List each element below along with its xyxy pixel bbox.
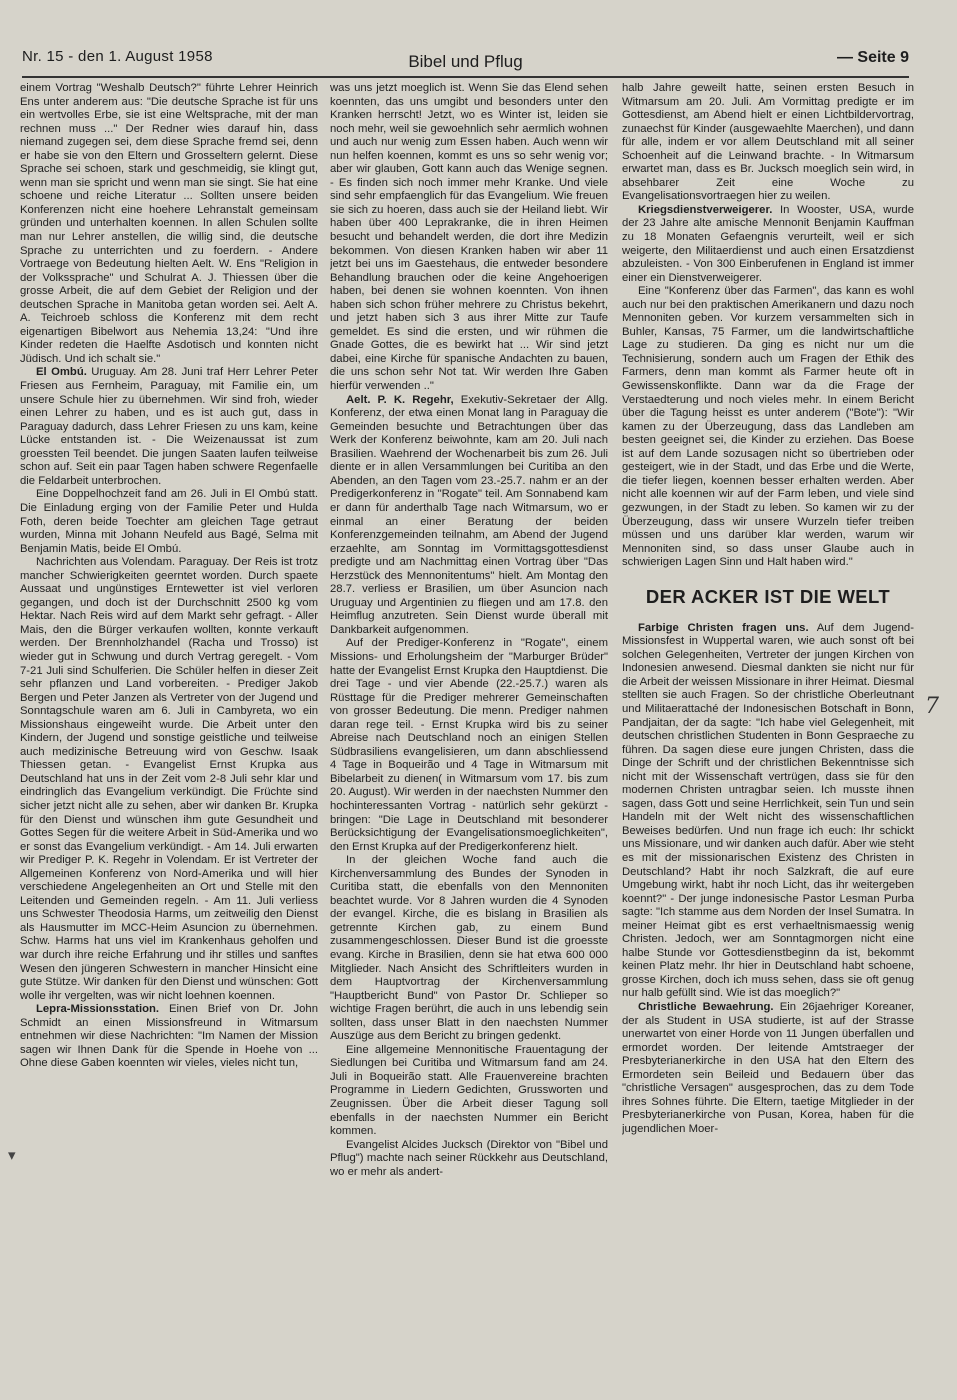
handwritten-margin-mark: 7 (925, 694, 939, 719)
paragraph: einem Vortrag "Weshalb Deutsch?" führte Lehrer Heinrich Ens unter anderem aus: "Die deutsche Sprache ist für uns ein wertvolles Erbe, sie ist eine Weltsprache, mit der man rechnen muss ..." Der Redner wies darauf hin, dass niemand zugegen sei, dem diese Sprache fremd sei, denn er habe sie von den Eltern und Grosseltern gelernt. Diese Sprache sei schoen, stark und geschmeidig, sie klingt gut, wenn man sie spricht und wenn man sie singt. Sie hat eine schoene und reiche Literatur ... Sollten unsere beiden Konferenzen nicht eine hoehere Lehranstalt gemeinsam gründen und unterhalten koennen. In allen Schulen sollte man nur Lehrer anstellen, die willig sind, die deutsche Sprache zu unterrichten und zu foerdern. - Andere Vortraege von Bedeutung hielten Aelt. W. Ens "Religion in der Volkssprache" und Schulrat A. J. Thiessen über die grosse Arbeit, die auf dem Gebiet der Religion und der deutschen Sprache in Manitoba getan worden sei. Aelt A. A. Teichroeb schloss die Konferenz mit dem recht eigenartigen Bibelwort aus Nehemia 13,24: "Und ihre Kinder redeten die Haelfte Asdotisch und konnten nicht Jüdisch. Und ich schalt sie." (20, 82, 318, 365)
paragraph: Farbige Christen fragen uns. Auf dem Jugend-Missionsfest in Wuppertal waren, wie auch sonst oft bei solchen Gelegenheiten, Vertreter der jungen Kirchen von Indonesien anwesend. Diesmal dankten sie nicht nur für die Arbeit der weissen Missionare in ihrer Heimat. Diesmal stellten sie auch Fragen. So der christliche Oberleutnant und Militaerattaché der Indonesischen Botschaft in Bonn, Pandjaitan, der da sagte: "Ich habe viel Gelegenheit, mit deutschen christlichen Studenten in Bonn Gespraeche zu führen. Da sagen diese eure jungen Christen, dass die Dinge der Schrift und der christlichen Bekenntnisse sich nicht mit der Wissenschaft vertrügen, dass sie für den modernen Christen untragbar seien. Ich musste ihnen sagen, dass Gott und seine Herrlichkeit, sein Tun und sein Handeln mit der Welt nicht des wissenschaftlichen Beweises bedürfen. Und nun frage ich euch: Ihr schickt uns Missionare, und wir danken auch dafür. Aber wie steht es mit der missionarischen Existenz des Christen in Deutschland? Habt ihr noch Salzkraft, die auf eure Umgebung wirkt, habt ihr noch Licht, das ihr weitergeben koennt?" - Der junge indonesische Pastor Lesman Purba sagte: "Ich stamme aus dem Norden der Insel Sumatra. In meiner Heimat gibt es erst verhaeltnismaessig wenig Christen. Jedoch, wer am Sonntagmorgen nicht eine halbe Stunde vor Gottesdienstbeginn da ist, bekommt keinen Platz mehr. Ihr hier in Deutschland habt schoene, grosse Kirchen, doch ich muss sehen, dass sie oft genug nur halb gefüllt sind. Wie ist das moeglich?" (622, 621, 914, 1000)
paragraph: was uns jetzt moeglich ist. Wenn Sie das Elend sehen koennten, das uns umgibt und besonders unter den Kranken herrscht! Jetzt, wo es Winter ist, leiden sie noch mehr, weil sie gewoehnlich sehr aermlich wohnen und auch nur wenig zum Essen haben. Auch wenn wir nun helfen koennen, kommt es uns so sehr wenig vor; aber wir glauben, Gott kann auch das Wenige segnen. - Es finden sich noch immer mehr Kranke. Und viele sind sehr empfaenglich für das Evangelium. Wie freuen sie sich zu hoeren, dass auch sie der Heiland liebt. Wir haben über 400 Leprakranke, die in ihren Heimen besucht und behandelt werden, die dort ihre Medizin bekommen. Von diesen Kranken haben wir aber 11 jetzt bei uns im Gaestehaus, die entweder besondere Behandlung brauchen oder die keine Angehoerigen haben, bei denen sie wohnen koennten. Von ihnen haben sich schon früher mehrere zu Christus bekehrt, und jetzt haben sich 3 aus ihrer Mitte zur Taufe gemeldet. Es sind die ersten, und wir rühmen die Gnade Gottes, die es bewirkt hat ... Wir sind jetzt dabei, eine Kirche für spanische Andachten zu bauen, die uns schon sehr Not tat. Wir werden Ihre Gaben hierfür verwenden .." (330, 82, 608, 393)
paragraph: Christliche Bewaehrung. Ein 26jaehriger Koreaner, der als Student in USA studierte, ist auf der Strasse unerwartet von einer Horde von 11 Jungen überfallen und ermordet worden. Der leitende Amtstraeger der Presbyterianerkirche in den USA hat den Eltern des Ermordeten sein Beileid und Bedauern über das "christliche Versagen" ausgesprochen, das zu dem Tode ihres Sohnes führte. Die Eltern, taetige Mitglieder in der Presbyterianerkirche von Pusan, Korea, haben für die jugendlichen Moer- (622, 1001, 914, 1135)
paragraph: Aelt. P. K. Regehr, Exekutiv-Sekretaer der Allg. Konferenz, der etwa einen Monat lang in Paraguay die Gemeinden besuchte und Betrachtungen über das Werk der Konferenz beiwohnte, kam am 20. Juli nach Brasilien. Waehrend der Wochenarbeit bis zum 26. Juli diente er in allen Versammlungen bei Curitiba an den Abenden, an den Tagen vom 23.-25.7. nahm er an der Predigerkonferenz in "Rogate" teil. Am Sonnabend kam er dann für anderthalb Tage nach Witmarsum, wo er einmal an einer Beratung der beiden Konferenzgemeinden teilnahm, am Abend der Jugend erzaehlte, am Sonntag im Vormittagsgottesdienst predigte und am Nachmittag einen Vortrag über "Das Herzstück des Mennonitentums" hielt. Am Montag den 28.7. verliess er Brasilien, um über Asuncion nach Uruguay und Argentinien zu fliegen und am 17.8. den Heimflug anzutreten. Sein Dienst wurde überall mit Dankbarkeit aufgenommen. (330, 393, 608, 636)
page-number: — Seite 9 (836, 49, 909, 66)
column-3 (622, 82, 914, 1382)
paragraph: Auf der Prediger-Konferenz in "Rogate", einem Missions- und Erholungsheim der "Marburger Brüder" hatte der Evangelist Ernst Krupka den Hauptdienst. Die drei Tage - und vier Abende (22.-25.7.) waren als Rüsttage für die Prediger mehrerer Gemeinschaften von grosser Bedeutung. Die menn. Prediger nahmen daran rege teil. - Ernst Krupka wird bis zu seiner Abreise nach Deutschland noch an einigen Stellen Südbrasiliens evangelisieren, um dann abschliessend 4 Tage in Boqueirão und 4 Tage in Witmarsum mit Bibelarbeit zu dienen( in Witmarsum vom 17. bis zum 20. August). Wir werden in der naechsten Nummer den hochinteressanten Vortrag - natürlich sehr gekürzt - bringen: "Die Lage in Deutschland mit besonderer Berücksichtigung der Evangelisationsmoeglichkeiten", den Ernst Krupka auf der Predigerkonferenz hielt. (330, 637, 608, 853)
paragraph: Lepra-Missionsstation. Einen Brief von Dr. John Schmidt an einen Missionsfreund in Witmarsum entnehmen wir diese Nachrichten: "Im Namen der Mission sagen wir Ihnen Dank für die Spende in Hoehe von ... Ohne diese Gaben koennten wir vieles, vieles nicht tun, (20, 1003, 318, 1070)
paragraph: Eine Doppelhochzeit fand am 26. Juli in El Ombú statt. Die Einladung erging von der Familie Peter und Hulda Foth, deren beide Toechter am gleichen Tage getraut wurden, Minna mit Johann Neufeld aus Bagé, Selma mit Benjamin Matis, beide El Ombú. (20, 488, 318, 555)
issue-date: Nr. 15 - den 1. August 1958 (22, 48, 213, 65)
column-1 (20, 82, 318, 1382)
paragraph: halb Jahre geweilt hatte, seinen ersten Besuch in Witmarsum am 20. Juli. Am Vormittag predigte er im Gottesdienst, am Abend hielt er einen Lichtbildervortrag, zunaechst für Kinder (ausgewaehlte Maerchen), und dann für alle, indem er vor allem Deutschland mit all seiner Schoenheit auf die Leinwand brachte. - In Witmarsum erwartet man, dass es Br. Jucksch moeglich sein wird, in absehbarer Zeit eine Woche zu Evangelisationsvortraegen hier zu weilen. (622, 82, 914, 203)
paragraph: El Ombú. Uruguay. Am 28. Juni traf Herr Lehrer Peter Friesen aus Fernheim, Paraguay, mit Familie ein, um unsere Schule hier zu übernehmen. Wir sind froh, wieder einen Lehrer zu haben, und es ist auch gut, dass in Paraguay dadurch, dass Lehrer Friesen zu uns kam, keine Lücke entstanden ist. - Die Weizenaussat ist zum groessten Teil beendet. Die jungen Saaten laufen teilweise schon auf. Seit ein paar Tagen haben schwere Regenfaelle die Feldarbeit unterbrochen. (20, 366, 318, 487)
paragraph: Evangelist Alcides Jucksch (Direktor von "Bibel und Pflug") machte nach seiner Rückkehr aus Deutschland, wo er mehr als andert- (330, 1138, 608, 1178)
paragraph: Eine allgemeine Mennonitische Frauentagung der Siedlungen bei Curitiba und Witmarsum fand am 24. Juli in Boqueirão statt. Alle Frauenvereine brachten Programme in Liedern Gedichten, Grusswortеn und Zeugnissen. Über die Arbeit dieser Tagung soll ebenfalls in der naechsten Nummer ein Bericht kommen. (330, 1043, 608, 1138)
paragraph: Nachrichten aus Volendam. Paraguay. Der Reis ist trotz mancher Schwierigkeiten geerntet worden. Durch spaete Aussaat und ungünstiges Erntewetter ist viel verloren gegangen, und doch ist der Durchschnitt 2500 kg vom Hektar. Nach Reis wird auf dem Markt sehr gefragt. - Aller Mais, den die Bürger verkaufen wollten, konnte verkauft werden. Der Brennholzhandel (Racha und Trosso) ist wieder gut in Schwung und durch Vertrag geregelt. - Vom 7-21 Juli sind Schulferien. Die Schüler helfen in dieser Zeit sehr pflanzen und Land vorbereiten. - Prediger Jakob Bergen und Peter Janzen als Vertreter von der Jugend und Sonntagschule waren am 6. Juli in Cambyreta, wo ein Missionshaus eingeweiht wurde. Die Arbeit unter den Kindern, der Jugend und sonstige geistliche und teilweise auch medizinische Betreuung wird von Geschw. Isaak Thiessen getan. - Evangelist Ernst Krupka aus Deutschland hat uns in der Zeit vom 2-8 Juli sehr klar und eindringlich das Evangelium verkündigt. Die Früchte sind sicher jetzt nicht alle zu sehen, aber wir danken Br. Krupka für den Dienst und wünschen ihm gute Gesundheit und Gottes Segen für die weitere Arbeit in Süd-Amerika und wo er sonst das Evangelium verkündigt. - Am 14. Juli erwarten wir Prediger P. K. Regehr in Volendam. Er ist Vertreter der Allgemeinen Konferenz von Nord-Amerika und will hier verschiedene Angelegenheiten an Ort und Stelle mit den Leitenden und Gemeinden regeln. - Am 11. Juli verliess uns Schwester Theodosia Harms, um zeitweilig den Dienst als Hausmutter im MCC-Heim Asuncion zu übernehmen. Schw. Harms hat uns viel im Krankenhaus geholfen und war durch ihre reiche Erfahrung und ihr stilles und sanftes Wesen den jüngeren Schwestern in mancher Hinsicht eine gute Stütze. Wir danken für den Dienst und wünschen: Gott wolle ihr vergelten, was wir nicht loehnen koennen. (20, 556, 318, 1002)
column-2 (330, 82, 608, 1382)
publication-title: Bibel und Pflug (408, 52, 523, 71)
section-headline: DER ACKER IST DIE WELT (645, 585, 891, 607)
header-rule (22, 76, 909, 78)
margin-bullet-icon: ▾ (8, 1147, 16, 1164)
paragraph: Eine "Konferenz über das Farmen", das kann es wohl auch nur bei den praktischen Amerikanern und dazu noch Mennoniten geben. Vor kurzem versammelten sich in Buhler, Kansas, 75 Farmer, um die landwirtschaftliche Lage zu studieren. Da ging es nicht nur um die Technisierung, sondern auch um Fragen der Ethik des Farmers, denn man kommt als Farmer heute oft in Gewissenskonflikte. Dann war da die Frage der Verstaedterung und noch vieles mehr. In einem Bericht über die Tagung heisst es unter anderem ("Bote"): "Wir kamen zu der Überzeugung, dass das Landleben am besten geeignet sei, die Kinder zu erziehen. Das Boese ist auf dem Lande sozusagen nicht so übertrieben oder gesteigert, wie in der Stadt, und das Erbe und die Werte, die tiefer liegen, koennen besser erhalten werden. Aber nicht alle koennen wir auf der Farm leben, und viele sind gezwungen, in der Stadt zu leben. So kamen wir zu der Überzeugung, dass wir unsere Wurzeln tiefer treiben müssen und uns darüber klar werden, warum wir Mennoniten sind, so dass unser Glaube auch in schwierigen Lagen Sinn und Halt haben wird." (622, 285, 914, 569)
paragraph: In der gleichen Woche fand auch die Kirchenversammlung des Bundes der Synoden in Curitiba statt, die ebenfalls von den Mennoniten beachtet wurde. Vor 8 Jahren wurden die 4 Synoden der evangel. Kirche, die es bislang in Brasilien als getrennte Kirchen gab, zu einem Bund zusammengeschlossen. Dieser Bund ist die groesste evang. Kirche in Brasilien, denn sie hat etwa 600 000 Mitglieder. Nach Ansicht des Schriftleiters wurden in dem Hauptvortrag der Kirchenversammlung "Hauptbericht Bund" von Pastor Dr. Schlieper so wichtige Fragen berührt, die auch in uns lebendig sein sollten, dass unser Blatt in den naechsten Nummer Auszüge aus dem Bericht zu bringen gedenkt. (330, 854, 608, 1043)
paragraph: Kriegsdienstverweigerer. In Wooster, USA, wurde der 23 Jahre alte amische Mennonit Benjamin Kauffman zu 18 Monaten Gefaengnis verurteilt, weil er sich weigerte, den Militaerdienst und auch einen Ersatzdienst abzuleisten. - Von 300 Einberufenen in England ist immer einer ein Dienstverweigerer. (622, 203, 914, 284)
page-header (22, 44, 909, 74)
